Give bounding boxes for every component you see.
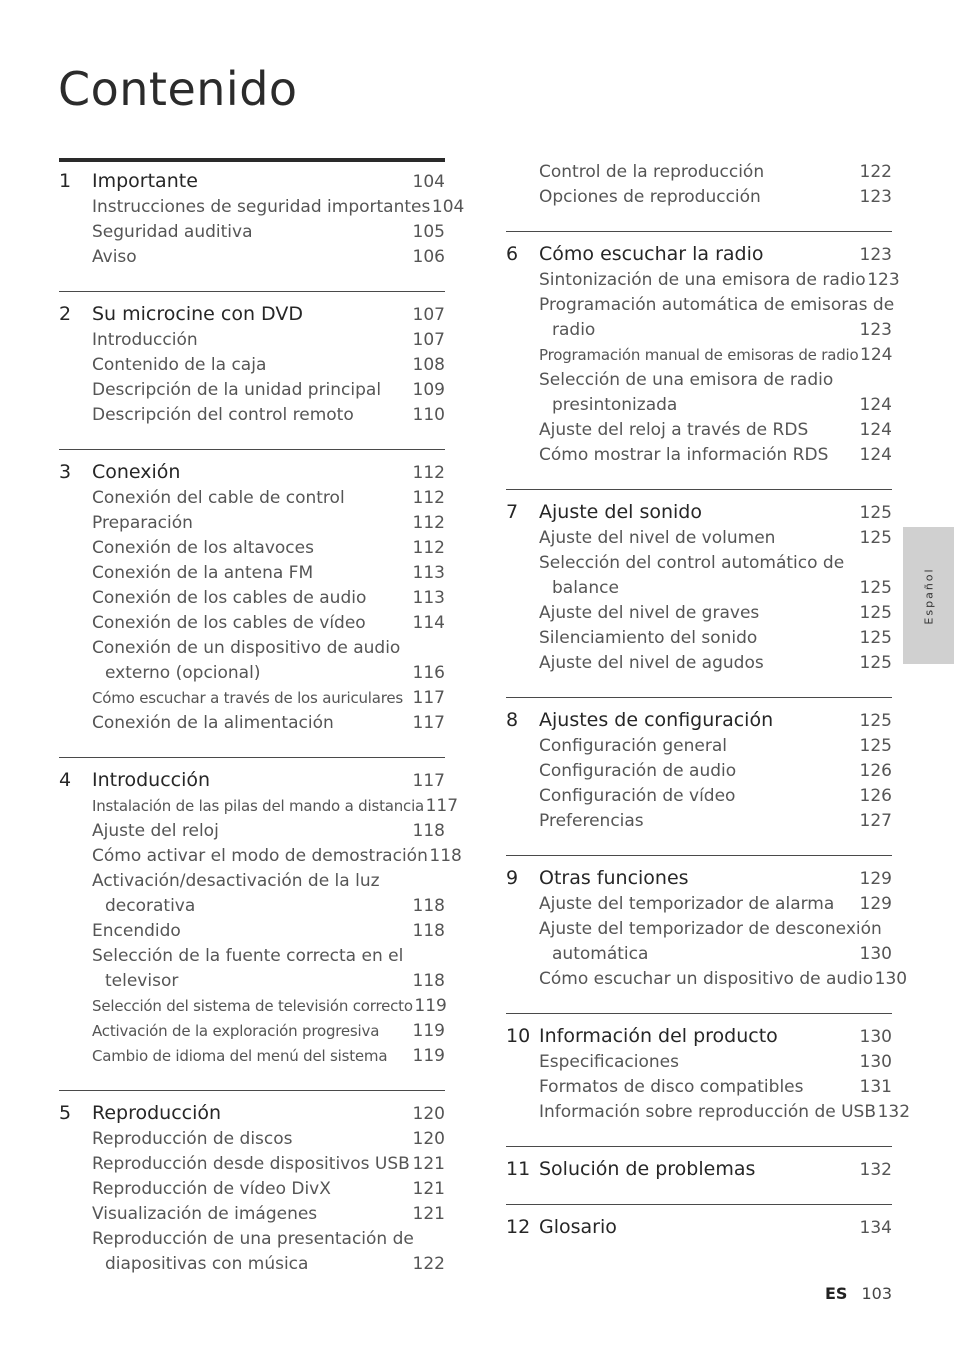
toc-chapter-row[interactable]: [59, 1101, 445, 1127]
entry-label: Configuración general: [539, 736, 727, 756]
entry-label: Conexión de la alimentación: [92, 713, 334, 733]
chapter-page: 132: [859, 1160, 892, 1180]
toc-entry[interactable]: [59, 245, 445, 270]
chapter-page: 104: [412, 172, 445, 192]
chapter-title: Conexión: [92, 461, 181, 483]
toc-entry[interactable]: [506, 1075, 892, 1100]
toc-entry[interactable]: [59, 536, 445, 561]
page-title: Contenido: [58, 62, 298, 116]
toc-left-column: [59, 158, 465, 1298]
toc-chapter-row[interactable]: [59, 302, 445, 328]
entry-page: 126: [859, 761, 892, 781]
chapter-title: Importante: [92, 170, 198, 192]
entry-page: 113: [412, 563, 445, 583]
toc-chapter-row[interactable]: [506, 1215, 892, 1241]
toc-chapter-row[interactable]: [506, 708, 892, 734]
toc-section-11: [506, 1146, 892, 1204]
toc-entry[interactable]: [59, 486, 445, 511]
toc-entry[interactable]: [59, 561, 445, 586]
entry-page: 117: [425, 796, 459, 816]
chapter-title: Introducción: [92, 769, 211, 791]
page-footer: [825, 1284, 892, 1303]
entry-label: balance: [552, 578, 619, 598]
entry-page: 121: [412, 1154, 445, 1174]
toc-entry[interactable]: [59, 844, 462, 869]
entry-label: presintonizada: [552, 395, 678, 415]
entry-label: Ajuste del temporizador de desconexión: [539, 919, 882, 939]
entry-page: 126: [859, 786, 892, 806]
toc-entry[interactable]: [59, 819, 445, 844]
entry-page: 131: [859, 1077, 892, 1097]
entry-page: 112: [412, 513, 445, 533]
entry-label: Cómo mostrar la información RDS: [539, 445, 829, 465]
chapter-page: 123: [859, 245, 892, 265]
chapter-page: 120: [412, 1104, 445, 1124]
entry-page: 129: [859, 894, 892, 914]
entry-page: 113: [412, 588, 445, 608]
toc-section-4: [59, 757, 462, 1090]
chapter-number: 5: [59, 1102, 72, 1124]
entry-label: Descripción de la unidad principal: [92, 380, 382, 400]
toc-section-8: [506, 697, 892, 855]
entry-page: 130: [874, 969, 908, 989]
entry-page: 123: [867, 270, 900, 290]
entry-page: 121: [412, 1204, 445, 1224]
toc-entry[interactable]: [59, 195, 465, 220]
entry-page: 125: [859, 628, 892, 648]
toc-section-5: [59, 1090, 445, 1298]
chapter-page: 130: [859, 1027, 892, 1047]
toc-entry[interactable]: [59, 1127, 445, 1152]
entry-label: Aviso: [92, 247, 137, 267]
toc-entry[interactable]: [506, 368, 892, 393]
entry-label: Cómo escuchar un dispositivo de audio: [539, 969, 874, 989]
chapter-title: Ajuste del sonido: [539, 501, 702, 523]
entry-page: 114: [412, 613, 445, 633]
entry-page: 112: [412, 488, 445, 508]
entry-label: Selección del control automático de: [539, 553, 845, 573]
chapter-title: Cómo escuchar la radio: [539, 243, 764, 265]
entry-label: Reproducción de vídeo DivX: [92, 1179, 331, 1199]
entry-page: 127: [859, 811, 892, 831]
toc-chapter-row[interactable]: [59, 768, 445, 794]
toc-entry[interactable]: [506, 1100, 911, 1125]
entry-label: automática: [552, 944, 649, 964]
toc-entry[interactable]: [59, 586, 445, 611]
toc-section-7: [506, 489, 892, 697]
chapter-title: Glosario: [539, 1216, 617, 1238]
toc-entry[interactable]: [506, 759, 892, 784]
chapter-number: 12: [506, 1216, 531, 1238]
toc-section-6: [506, 231, 900, 489]
chapter-number: 4: [59, 769, 72, 791]
entry-page: 124: [859, 395, 892, 415]
toc-entry[interactable]: [506, 651, 892, 676]
toc-section-12: [506, 1204, 892, 1262]
entry-label: Conexión de un dispositivo de audio: [92, 638, 401, 658]
toc-entry[interactable]: [506, 160, 892, 185]
entry-label: externo (opcional): [105, 663, 261, 683]
toc-section-1: [59, 158, 465, 291]
entry-label: Instalación de las pilas del mando a distancia: [92, 797, 425, 815]
footer-language-code: ES: [825, 1284, 848, 1303]
entry-page: 123: [859, 187, 892, 207]
entry-label: Ajuste del temporizador de alarma: [539, 894, 835, 914]
toc-entry[interactable]: [59, 220, 445, 245]
toc-entry[interactable]: [506, 443, 892, 468]
entry-label: Cómo escuchar a través de los auriculares: [92, 689, 404, 707]
entry-label: Introducción: [92, 330, 198, 350]
chapter-number: 9: [506, 867, 519, 889]
entry-label: Formatos de disco compatibles: [539, 1077, 804, 1097]
toc-entry[interactable]: [506, 626, 892, 651]
toc-entry[interactable]: [506, 601, 892, 626]
toc-entry[interactable]: [59, 403, 445, 428]
entry-label: Opciones de reproducción: [539, 187, 761, 207]
entry-label: Ajuste del nivel de volumen: [539, 528, 776, 548]
chapter-title: Ajustes de configuración: [539, 709, 774, 731]
entry-label: Visualización de imágenes: [92, 1204, 318, 1224]
toc-entry[interactable]: [59, 1044, 445, 1069]
entry-page: 106: [412, 247, 445, 267]
entry-page: 123: [859, 320, 892, 340]
toc-section-10: [506, 1013, 911, 1146]
toc-chapter-row[interactable]: [506, 1157, 892, 1183]
toc-entry[interactable]: [506, 418, 892, 443]
entry-page: 125: [859, 578, 892, 598]
toc-chapter-row[interactable]: [506, 866, 892, 892]
toc-entry-continuation[interactable]: [59, 661, 445, 686]
entry-label: Activación de la exploración progresiva: [92, 1022, 380, 1040]
toc-entry[interactable]: [59, 1227, 445, 1252]
entry-label: Reproducción de una presentación de: [92, 1229, 414, 1249]
entry-label: Selección de una emisora de radio: [539, 370, 834, 390]
chapter-page: 112: [412, 463, 445, 483]
toc-entry[interactable]: [59, 511, 445, 536]
entry-page: 112: [412, 538, 445, 558]
toc-entry[interactable]: [506, 967, 908, 992]
entry-label: Programación automática de emisoras de: [539, 295, 895, 315]
entry-label: Selección del sistema de televisión correcto: [92, 997, 413, 1015]
entry-page: 104: [431, 197, 465, 217]
toc-entry[interactable]: [59, 794, 459, 819]
entry-label: Conexión del cable de control: [92, 488, 345, 508]
toc-entry[interactable]: [506, 293, 895, 318]
chapter-title: Otras funciones: [539, 867, 689, 889]
toc-entry[interactable]: [59, 328, 445, 353]
entry-page: 118: [412, 821, 445, 841]
entry-page: 130: [859, 944, 892, 964]
entry-label: televisor: [105, 971, 179, 991]
toc-entry[interactable]: [59, 994, 445, 1019]
toc-section-9: [506, 855, 908, 1013]
toc-entry[interactable]: [59, 378, 445, 403]
toc-entry[interactable]: [506, 892, 892, 917]
entry-label: Programación manual de emisoras de radio: [539, 346, 859, 364]
entry-page: 125: [859, 528, 892, 548]
toc-entry[interactable]: [59, 611, 445, 636]
entry-label: Silenciamiento del sonido: [539, 628, 758, 648]
toc-chapter-row[interactable]: [506, 500, 892, 526]
entry-page: 119: [414, 996, 447, 1016]
entry-label: Contenido de la caja: [92, 355, 267, 375]
chapter-number: 3: [59, 461, 72, 483]
toc-entry[interactable]: [506, 551, 892, 576]
toc-entry-continuation[interactable]: [59, 1252, 445, 1277]
entry-page: 118: [412, 896, 445, 916]
entry-label: Encendido: [92, 921, 181, 941]
entry-label: Configuración de vídeo: [539, 786, 736, 806]
chapter-page: 125: [859, 503, 892, 523]
entry-page: 125: [859, 603, 892, 623]
toc-section-3: [59, 449, 445, 757]
entry-page: 125: [859, 653, 892, 673]
toc-entry[interactable]: [59, 869, 445, 894]
toc-entry-continuation[interactable]: [59, 969, 445, 994]
entry-page: 125: [859, 736, 892, 756]
entry-page: 110: [412, 405, 445, 425]
entry-page: 130: [859, 1052, 892, 1072]
chapter-page: 129: [859, 869, 892, 889]
chapter-number: 11: [506, 1158, 531, 1180]
toc-entry[interactable]: [506, 343, 892, 368]
entry-label: Cómo activar el modo de demostración: [92, 846, 428, 866]
entry-label: Ajuste del reloj a través de RDS: [539, 420, 809, 440]
chapter-number: 2: [59, 303, 72, 325]
toc-entry[interactable]: [506, 809, 892, 834]
toc-continuation: [506, 158, 892, 231]
toc-entry-continuation[interactable]: [506, 393, 892, 418]
toc-entry[interactable]: [59, 1177, 445, 1202]
entry-label: Control de la reproducción: [539, 162, 765, 182]
entry-label: diapositivas con música: [105, 1254, 309, 1274]
toc-chapter-row[interactable]: [506, 1024, 892, 1050]
entry-label: Reproducción de discos: [92, 1129, 293, 1149]
entry-label: Conexión de los cables de vídeo: [92, 613, 366, 633]
entry-page: 119: [412, 1046, 445, 1066]
entry-label: Preparación: [92, 513, 193, 533]
toc-chapter-row[interactable]: [506, 242, 892, 268]
toc-entry[interactable]: [59, 1202, 445, 1227]
toc-entry[interactable]: [59, 686, 445, 711]
entry-label: Activación/desactivación de la luz: [92, 871, 380, 891]
toc-entry-continuation[interactable]: [506, 942, 892, 967]
chapter-page: 134: [859, 1218, 892, 1238]
chapter-title: Información del producto: [539, 1025, 778, 1047]
chapter-number: 6: [506, 243, 519, 265]
entry-page: 122: [859, 162, 892, 182]
entry-page: 121: [412, 1179, 445, 1199]
toc-entry[interactable]: [59, 636, 445, 661]
entry-page: 107: [412, 330, 445, 350]
entry-page: 109: [412, 380, 445, 400]
entry-page: 132: [877, 1102, 911, 1122]
entry-label: Ajuste del nivel de graves: [539, 603, 760, 623]
entry-label: Sintonización de una emisora de radio: [539, 270, 866, 290]
toc-entry[interactable]: [59, 919, 445, 944]
entry-label: Conexión de la antena FM: [92, 563, 314, 583]
entry-page: 124: [859, 445, 892, 465]
entry-label: Especificaciones: [539, 1052, 679, 1072]
entry-label: radio: [552, 320, 596, 340]
entry-page: 108: [412, 355, 445, 375]
toc-entry-continuation[interactable]: [59, 894, 445, 919]
toc-chapter-row[interactable]: [59, 460, 445, 486]
chapter-number: 7: [506, 501, 519, 523]
chapter-number: 8: [506, 709, 519, 731]
toc-entry-continuation[interactable]: [506, 576, 892, 601]
toc-entry[interactable]: [59, 1152, 445, 1177]
entry-page: 117: [412, 688, 445, 708]
toc-entry[interactable]: [506, 784, 892, 809]
toc-entry-continuation[interactable]: [506, 318, 892, 343]
toc-chapter-row[interactable]: [59, 169, 445, 195]
chapter-number: 10: [506, 1025, 531, 1047]
toc-entry[interactable]: [506, 268, 900, 293]
chapter-page: 125: [859, 711, 892, 731]
entry-label: Ajuste del reloj: [92, 821, 219, 841]
entry-label: Conexión de los altavoces: [92, 538, 314, 558]
entry-label: decorativa: [105, 896, 196, 916]
toc-entry[interactable]: [59, 353, 445, 378]
entry-label: Instrucciones de seguridad importantes: [92, 197, 431, 217]
entry-page: 122: [412, 1254, 445, 1274]
toc-entry[interactable]: [506, 917, 892, 942]
chapter-title: Solución de problemas: [539, 1158, 756, 1180]
entry-label: Ajuste del nivel de agudos: [539, 653, 764, 673]
chapter-number: 1: [59, 170, 72, 192]
entry-label: Preferencias: [539, 811, 644, 831]
entry-page: 119: [412, 1021, 445, 1041]
entry-label: Selección de la fuente correcta en el: [92, 946, 404, 966]
language-tab: [903, 527, 954, 664]
entry-page: 117: [412, 713, 445, 733]
entry-page: 118: [429, 846, 462, 866]
entry-label: Cambio de idioma del menú del sistema: [92, 1047, 388, 1065]
toc-entry[interactable]: [506, 185, 892, 210]
toc-entry[interactable]: [59, 944, 445, 969]
entry-page: 118: [412, 971, 445, 991]
chapter-title: Su microcine con DVD: [92, 303, 303, 325]
chapter-page: 117: [412, 771, 445, 791]
entry-page: 120: [412, 1129, 445, 1149]
entry-label: Seguridad auditiva: [92, 222, 253, 242]
entry-page: 118: [412, 921, 445, 941]
language-tab-label: Español: [922, 566, 935, 625]
entry-label: Descripción del control remoto: [92, 405, 354, 425]
entry-label: Configuración de audio: [539, 761, 737, 781]
toc-entry[interactable]: [506, 734, 892, 759]
toc-entry[interactable]: [506, 526, 892, 551]
entry-label: Conexión de los cables de audio: [92, 588, 367, 608]
toc-entry[interactable]: [59, 711, 445, 736]
chapter-title: Reproducción: [92, 1102, 222, 1124]
chapter-page: 107: [412, 305, 445, 325]
toc-entry[interactable]: [59, 1019, 445, 1044]
entry-page: 124: [860, 345, 893, 365]
entry-page: 116: [412, 663, 445, 683]
footer-page-number: 103: [861, 1284, 892, 1303]
toc-right-column: [506, 158, 911, 1262]
entry-label: Información sobre reproducción de USB: [539, 1102, 877, 1122]
entry-page: 124: [859, 420, 892, 440]
toc-section-2: [59, 291, 445, 449]
entry-label: Reproducción desde dispositivos USB: [92, 1154, 410, 1174]
toc-entry[interactable]: [506, 1050, 892, 1075]
entry-page: 105: [412, 222, 445, 242]
